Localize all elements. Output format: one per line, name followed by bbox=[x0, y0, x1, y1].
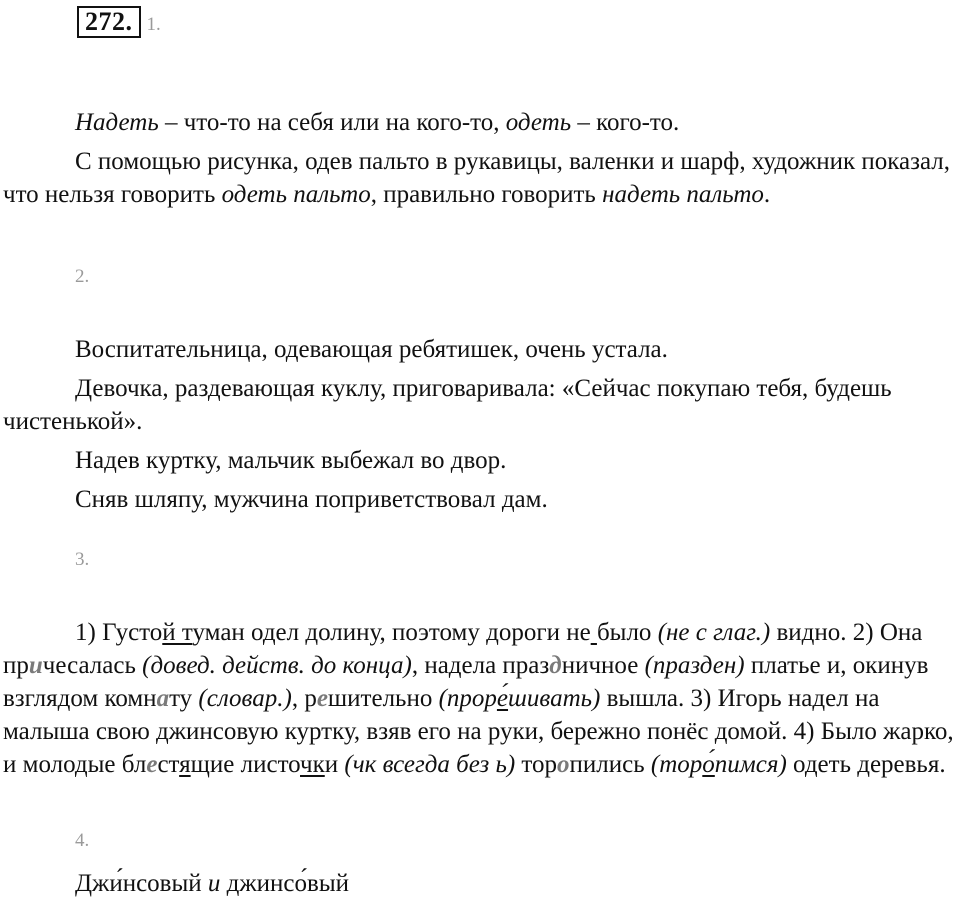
underlined-letter: я bbox=[179, 751, 191, 778]
text: – что-то на себя или на кого-то, bbox=[158, 109, 506, 136]
phrase-nadet-palto: надеть пальто bbox=[602, 181, 764, 208]
highlighted-letter: д bbox=[549, 652, 562, 679]
section-4-paragraph bbox=[3, 867, 958, 900]
text: шительно bbox=[327, 685, 439, 712]
section-4 bbox=[3, 867, 958, 900]
phrase-odet-palto: одеть пальто bbox=[221, 181, 371, 208]
section-1-paragraph-1 bbox=[3, 106, 958, 139]
text: бл bbox=[121, 751, 147, 778]
text: ту bbox=[169, 685, 199, 712]
text: чесалась bbox=[42, 652, 143, 679]
text: одеть деревья. bbox=[786, 751, 946, 778]
text: , надела праз bbox=[411, 652, 550, 679]
text: уман одел долину, поэтому дороги не bbox=[192, 619, 591, 646]
text: ст bbox=[157, 751, 180, 778]
highlighted-letter: а bbox=[156, 685, 170, 712]
section-2 bbox=[3, 333, 958, 516]
section-3 bbox=[3, 616, 958, 781]
underlined-letters: чк bbox=[300, 751, 325, 778]
section-1-paragraph-2 bbox=[3, 145, 958, 211]
conjunction: и bbox=[207, 870, 221, 897]
section-2-sentence: Воспитательница, одевающая ребятишек, очень устала. bbox=[75, 336, 668, 363]
text: , р bbox=[291, 685, 317, 712]
highlighted-letter: е bbox=[146, 751, 158, 778]
text: , правильно говорить bbox=[370, 181, 603, 208]
highlighted-letter: и bbox=[28, 652, 43, 679]
highlighted-letter: е bbox=[316, 685, 328, 712]
section-label-1: 1. bbox=[146, 14, 161, 35]
text: и bbox=[324, 751, 345, 778]
note: (довед. действ. до конца) bbox=[142, 652, 412, 679]
word-nadet: Надеть bbox=[75, 109, 159, 136]
note-part: пимся) bbox=[714, 751, 787, 778]
note bbox=[439, 685, 601, 712]
text: видно. 2) Она пр bbox=[3, 619, 923, 679]
word-odet: одеть bbox=[505, 109, 572, 136]
section-label-4: 4. bbox=[75, 830, 90, 851]
section-2-sentence: Девочка, раздевающая куклу, приговаривала: «Сейчас покупаю тебя, будешь чистенькой». bbox=[3, 375, 892, 435]
text: . bbox=[763, 181, 771, 208]
note-part: шивать) bbox=[508, 685, 601, 712]
text: вышла. 3) Игорь надел на малыша свою джинсовую куртку, взяв его на руки, бережно понёс домой. 4) Было жарко, и молодые bbox=[3, 685, 954, 778]
note: (не с глаг.) bbox=[657, 619, 771, 646]
note: (словар.) bbox=[198, 685, 292, 712]
word-stress-2: джинсо́вый bbox=[226, 870, 349, 897]
section-2-sentence: Надев куртку, мальчик выбежал во двор. bbox=[75, 447, 507, 474]
text: С помощью рисунка, одев пальто в рукавицы, валенки и шарф, художник показал, что нельзя говорить bbox=[3, 148, 951, 208]
section-3-paragraph bbox=[3, 616, 958, 781]
text: пились bbox=[569, 751, 651, 778]
text: ничное bbox=[561, 652, 645, 679]
text: было bbox=[596, 619, 658, 646]
text: щие листо bbox=[190, 751, 301, 778]
text: 1) Густо bbox=[75, 619, 163, 646]
text: платье и, окинув взглядом комн bbox=[3, 652, 929, 712]
section-label-2: 2. bbox=[75, 266, 90, 287]
section-label-3: 3. bbox=[75, 549, 90, 570]
underlined-letter: е́ bbox=[496, 685, 509, 712]
underlined-letters: й т bbox=[162, 619, 193, 646]
text: – кого-то. bbox=[571, 109, 680, 136]
text: тор bbox=[515, 751, 558, 778]
note: (празден) bbox=[644, 652, 745, 679]
highlighted-letter: о bbox=[557, 751, 570, 778]
exercise-number: 272. bbox=[77, 6, 141, 38]
note-part: (тор bbox=[650, 751, 703, 778]
note-part: (прор bbox=[438, 685, 497, 712]
word-stress-1: Джи́нсовый bbox=[75, 870, 202, 897]
section-2-sentence: Сняв шляпу, мужчина поприветствовал дам. bbox=[75, 486, 548, 513]
section-1 bbox=[3, 106, 958, 211]
underlined-letter: о́ bbox=[702, 751, 715, 778]
note bbox=[651, 751, 787, 778]
note: (чк всегда без ь) bbox=[344, 751, 516, 778]
exercise-header bbox=[77, 5, 161, 39]
